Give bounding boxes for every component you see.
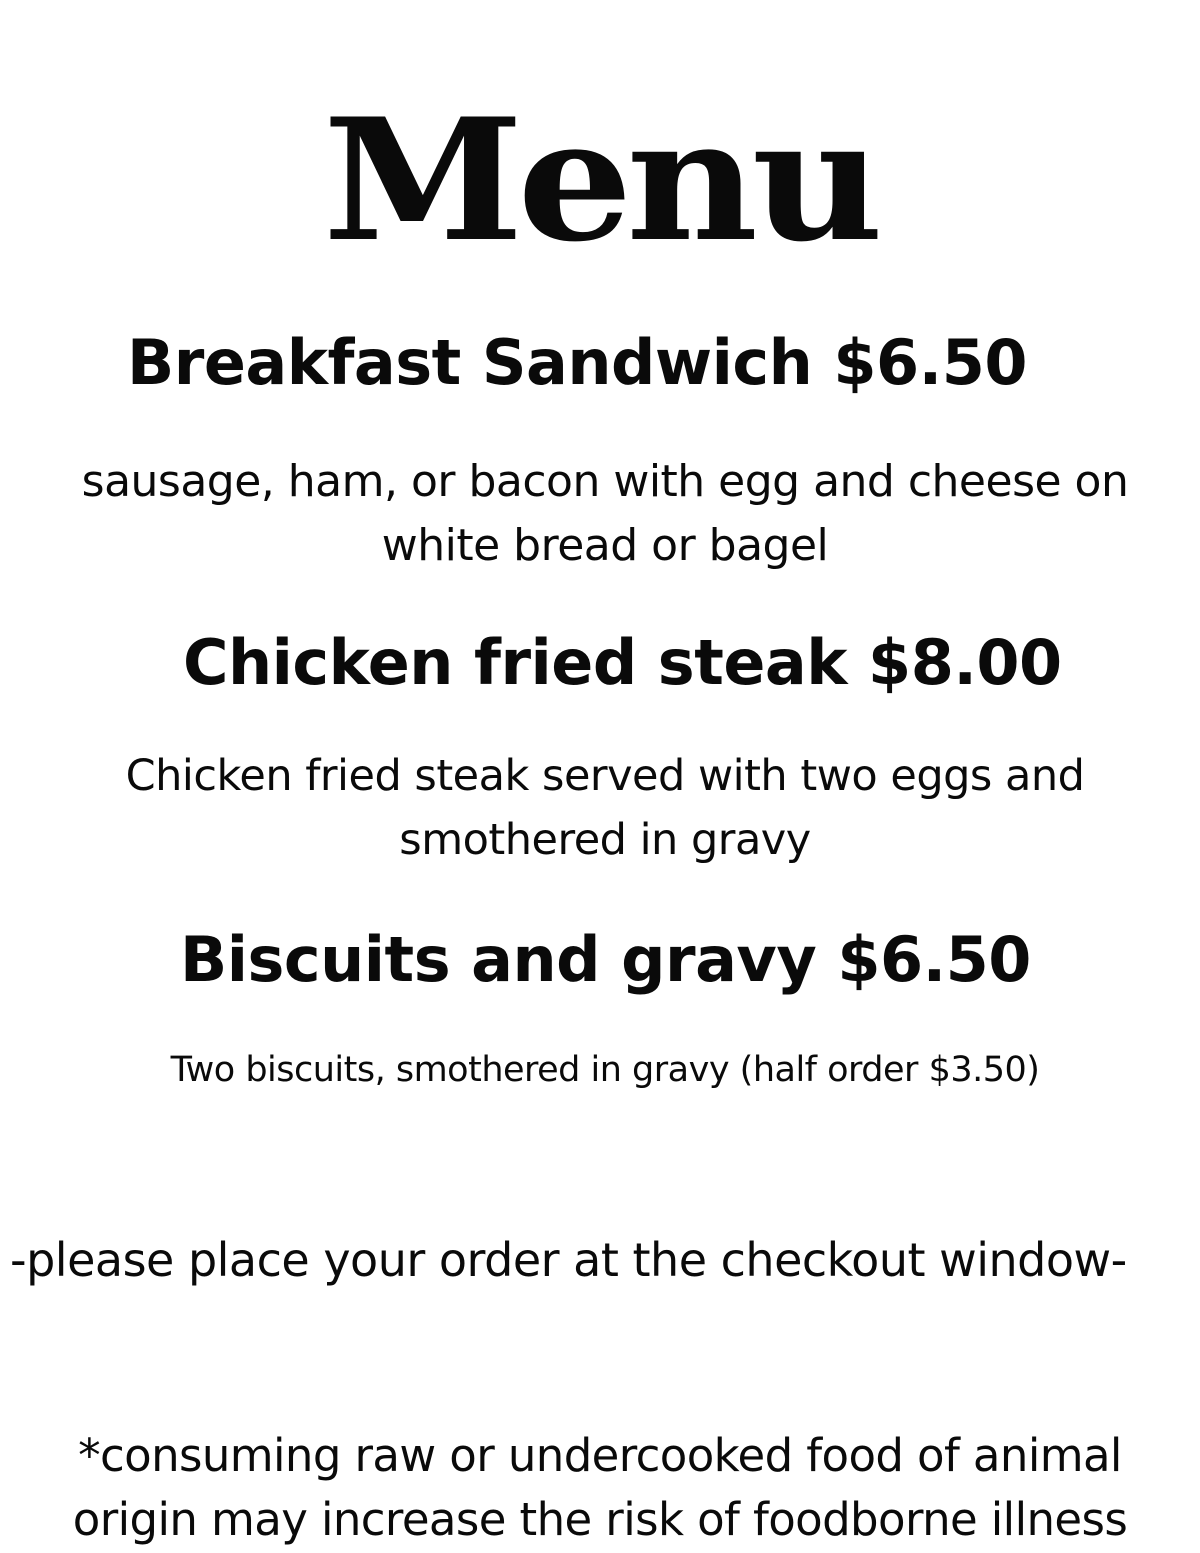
description-line: white bread or bagel [381,520,829,571]
description-line: Chicken fried steak served with two eggs and [125,751,1085,801]
menu-item-name: Chicken fried steak $8.00 [183,626,1062,699]
menu-title: Menu [322,81,878,279]
menu-item-description [0,450,1200,578]
disclaimer-line: origin may increase the risk of foodborne illness [72,1493,1128,1546]
food-safety-disclaimer [0,1424,1200,1552]
menu-item-name: Biscuits and gravy $6.50 [180,923,1031,996]
description-line: sausage, ham, or bacon with egg and cheese on [81,456,1129,507]
order-instructions: -please place your order at the checkout window- [10,1233,1127,1287]
disclaimer-line: *consuming raw or undercooked food of animal [78,1429,1122,1482]
description-line: smothered in gravy [399,815,811,865]
menu-item-description [0,744,1200,872]
description-line: Two biscuits, smothered in gravy (half order $3.50) [170,1050,1040,1090]
menu-item-description [0,1046,1200,1094]
menu-item-name: Breakfast Sandwich $6.50 [127,326,1028,399]
